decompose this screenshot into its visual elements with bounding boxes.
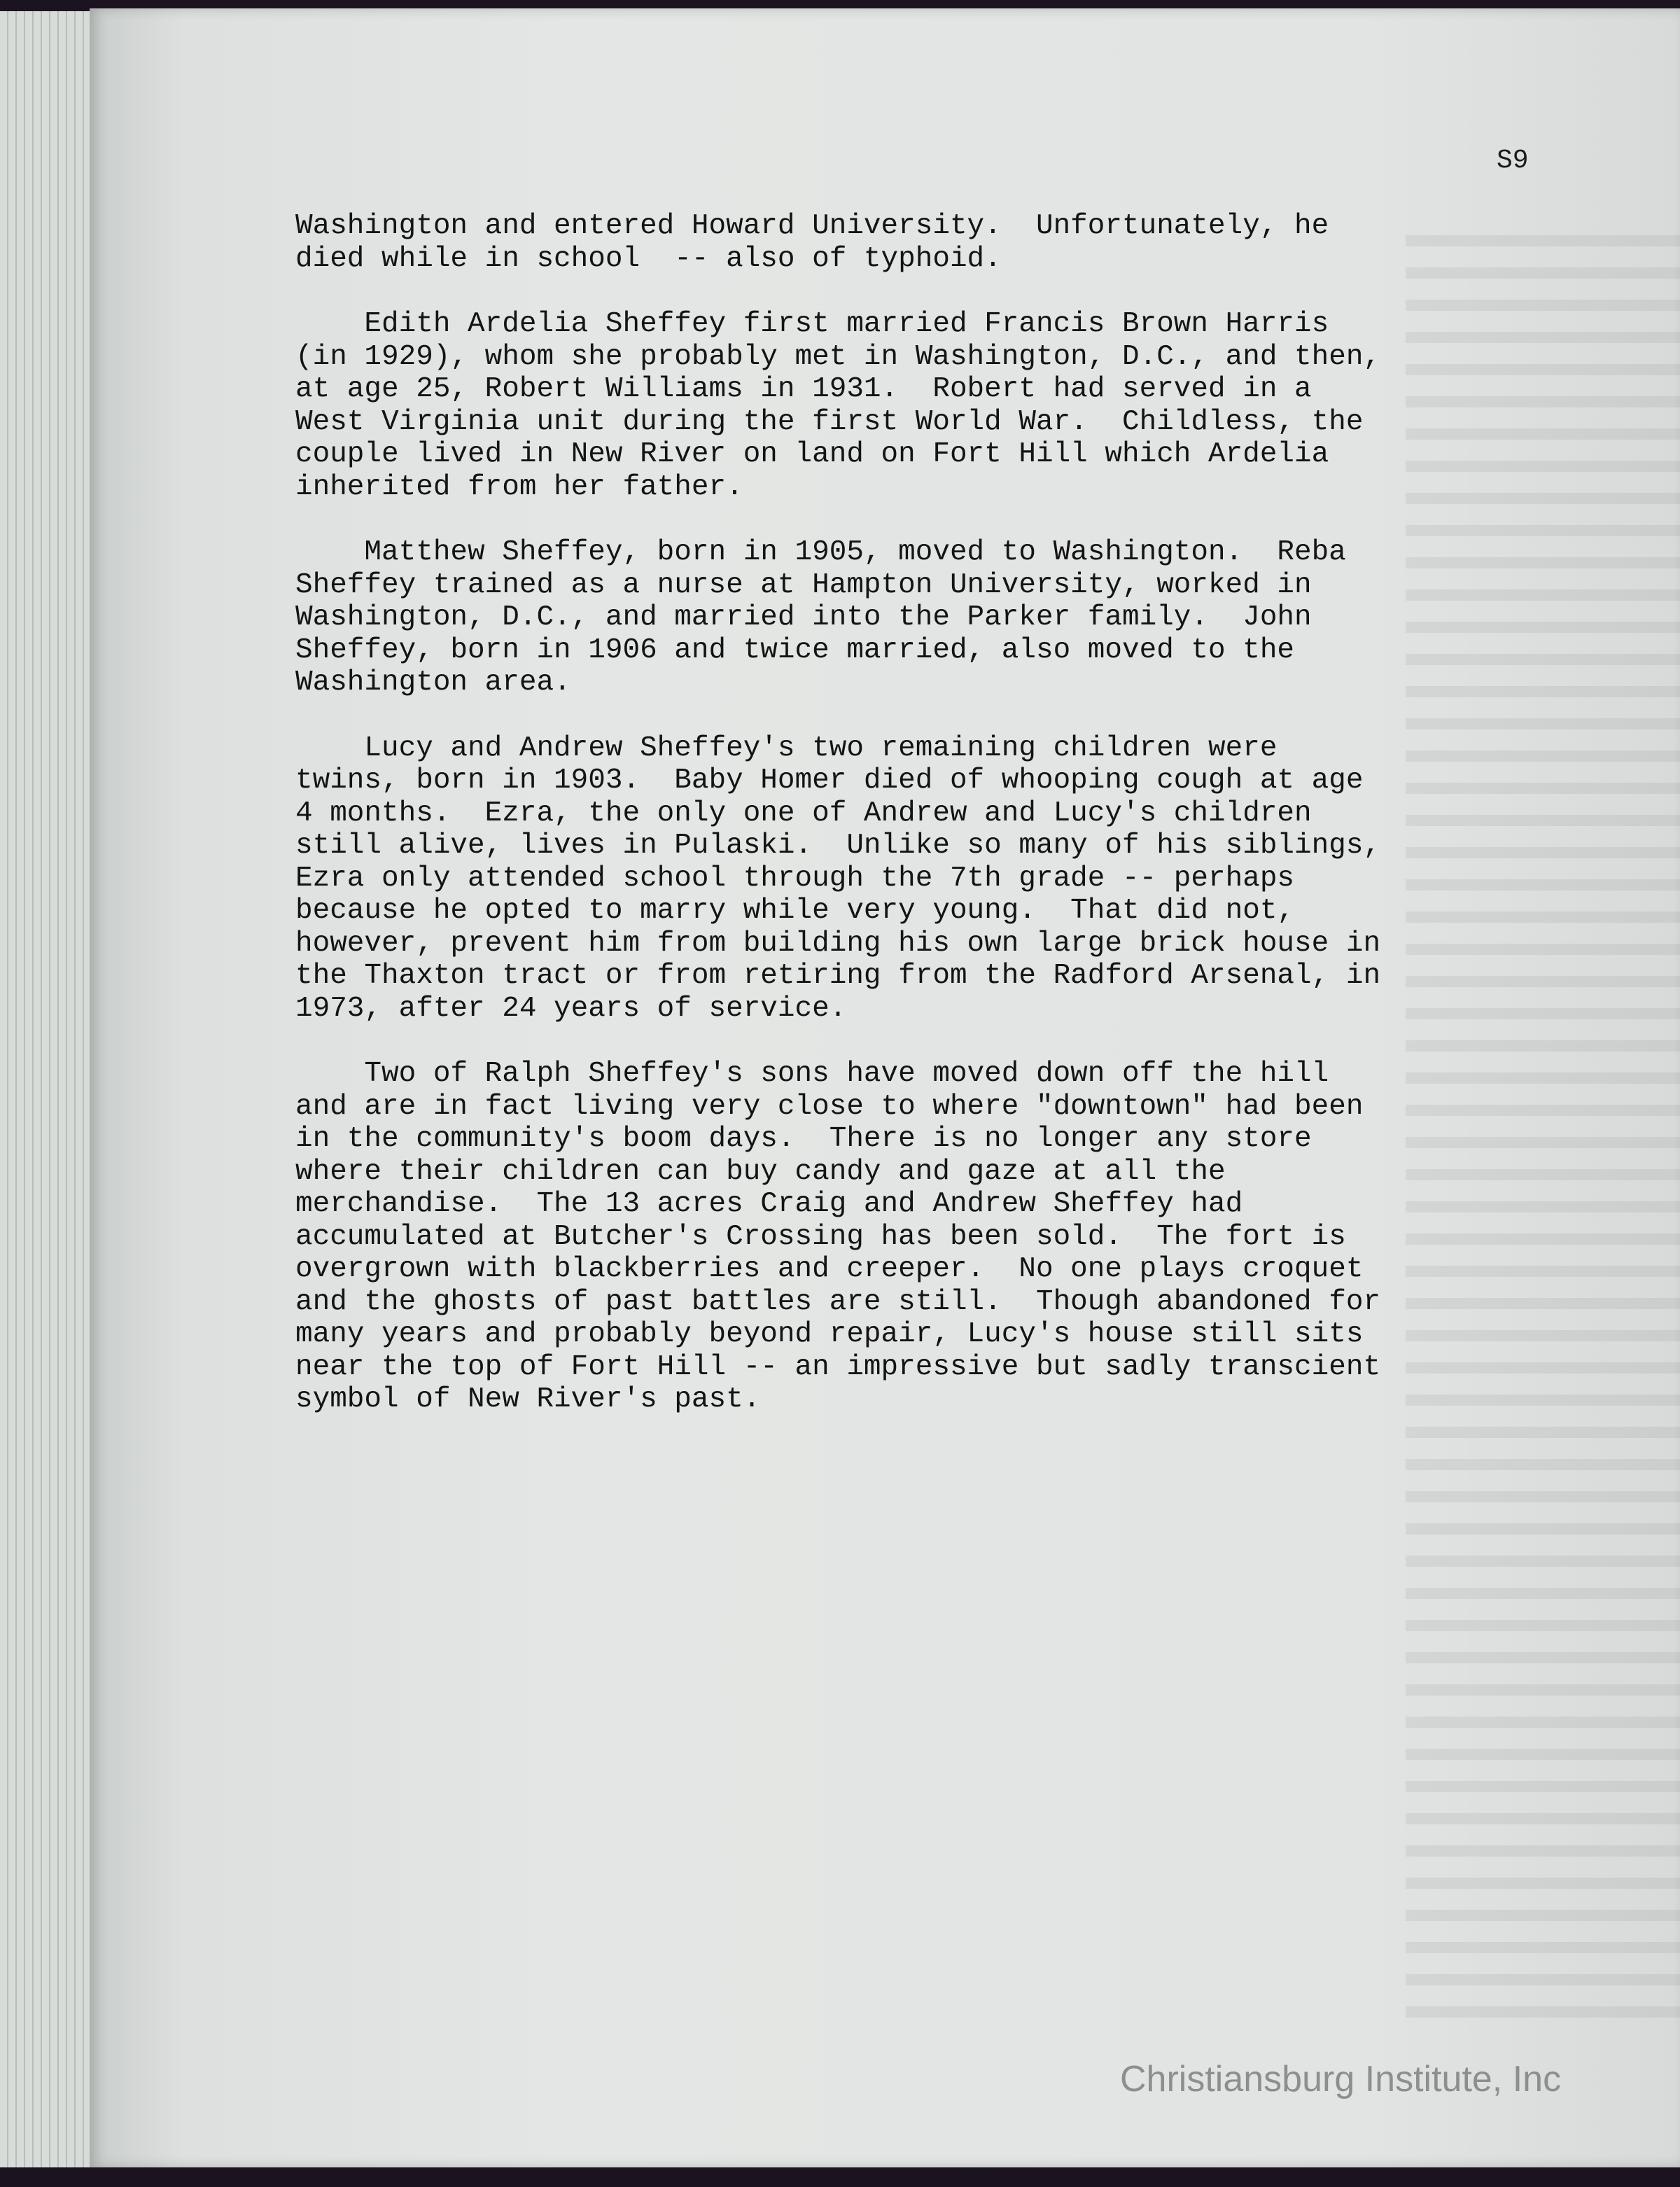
text-line: Washington, D.C., and married into the Parker family. John bbox=[295, 601, 1312, 634]
watermark-text: Christiansburg Institute, Inc bbox=[1120, 2059, 1562, 2099]
text-line: and are in fact living very close to where "downtown" had been bbox=[295, 1090, 1364, 1123]
paragraph bbox=[295, 536, 1541, 699]
text-line: however, prevent him from building his own large brick house in bbox=[295, 927, 1381, 960]
text-line: inherited from her father. bbox=[295, 470, 743, 503]
text-line: (in 1929), whom she probably met in Washington, D.C., and then, bbox=[295, 340, 1381, 373]
text-line: Matthew Sheffey, born in 1905, moved to Washington. Reba bbox=[295, 536, 1346, 568]
text-line: still alive, lives in Pulaski. Unlike so many of his siblings, bbox=[295, 830, 1381, 862]
text-line: merchandise. The 13 acres Craig and Andrew Sheffey had bbox=[295, 1188, 1243, 1220]
text-line: 4 months. Ezra, the only one of Andrew and Lucy's children bbox=[295, 797, 1312, 830]
text-line: Lucy and Andrew Sheffey's two remaining children were bbox=[295, 732, 1278, 764]
text-line: near the top of Fort Hill -- an impressive but sadly transcient bbox=[295, 1350, 1381, 1383]
text-line: couple lived in New River on land on Fort Hill which Ardelia bbox=[295, 438, 1329, 470]
paragraph bbox=[295, 1058, 1541, 1416]
text-line: many years and probably beyond repair, Lucy's house still sits bbox=[295, 1318, 1364, 1350]
text-line: Two of Ralph Sheffey's sons have moved down off the hill bbox=[295, 1058, 1329, 1090]
paragraph bbox=[295, 308, 1541, 503]
text-line: Washington area. bbox=[295, 666, 571, 699]
text-line: died while in school -- also of typhoid. bbox=[295, 242, 1002, 275]
text-line: at age 25, Robert Williams in 1931. Robert had served in a bbox=[295, 373, 1312, 405]
page-number: S9 bbox=[1497, 146, 1529, 176]
body-text bbox=[295, 210, 1541, 1449]
text-line: 1973, after 24 years of service. bbox=[295, 992, 847, 1025]
text-line: accumulated at Butcher's Crossing has been sold. The fort is bbox=[295, 1220, 1346, 1253]
text-line: the Thaxton tract or from retiring from the Radford Arsenal, in bbox=[295, 960, 1381, 992]
paragraph bbox=[295, 732, 1541, 1026]
text-line: in the community's boom days. There is no longer any store bbox=[295, 1123, 1312, 1155]
text-line: Edith Ardelia Sheffey first married Francis Brown Harris bbox=[295, 308, 1329, 340]
text-line: overgrown with blackberries and creeper. No one plays croquet bbox=[295, 1253, 1364, 1285]
text-line: because he opted to marry while very young. That did not, bbox=[295, 895, 1295, 927]
text-line: Ezra only attended school through the 7th grade -- perhaps bbox=[295, 862, 1295, 895]
text-line: twins, born in 1903. Baby Homer died of whooping cough at age bbox=[295, 764, 1364, 797]
text-line: and the ghosts of past battles are still. Though abandoned for bbox=[295, 1285, 1381, 1318]
paragraph bbox=[295, 210, 1541, 275]
text-line: where their children can buy candy and gaze at all the bbox=[295, 1155, 1226, 1188]
text-line: symbol of New River's past. bbox=[295, 1383, 761, 1416]
text-line: Sheffey trained as a nurse at Hampton University, worked in bbox=[295, 568, 1312, 601]
text-line: Washington and entered Howard University. Unfortunately, he bbox=[295, 210, 1329, 242]
text-line: Sheffey, born in 1906 and twice married, also moved to the bbox=[295, 634, 1295, 666]
text-line: West Virginia unit during the first World War. Childless, the bbox=[295, 405, 1364, 438]
